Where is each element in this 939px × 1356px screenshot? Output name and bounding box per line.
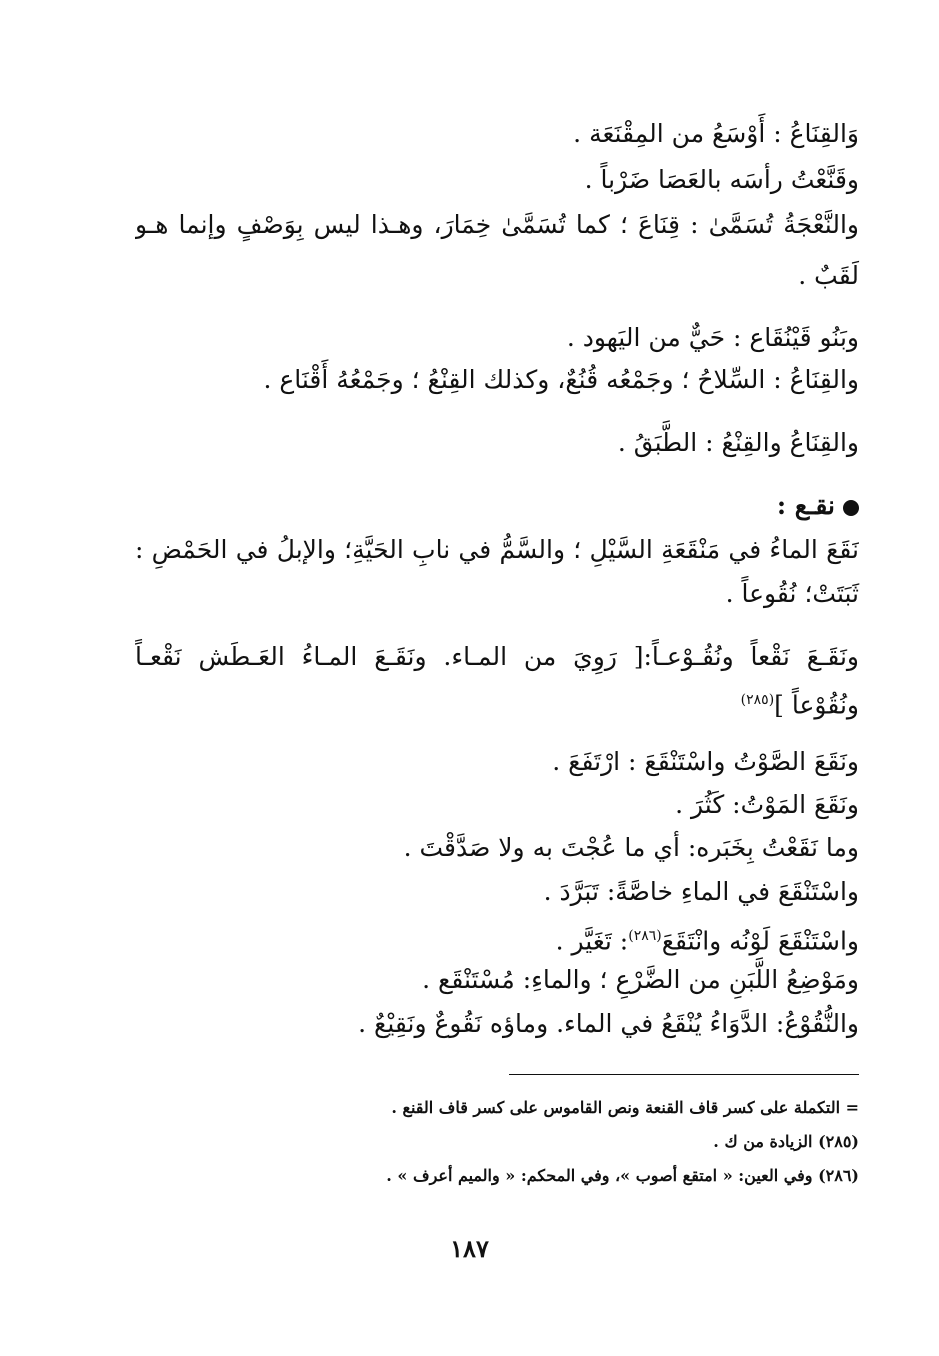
text-line: وما نَقَعْتُ بِخَبَره: أي ما عُجْتَ به ولا صَدَّقْتَ . [403, 833, 859, 862]
entry-heading-text: نقـع : [776, 491, 835, 520]
text-line: وبَنُو قَيْنُقَاع : حَيٌّ من اليَهود . [566, 323, 859, 352]
text-line: والقِنَاعُ والقِنْعُ : الطَّبَقُ . [617, 428, 859, 457]
footnote: (٢٨٦) وفي العين: « امتقع أصوب »، وفي المحكم: « والميم أعرف » . [386, 1166, 859, 1185]
text-line: والنُّقُوْعُ: الدَّوَاءُ يُنْقَعُ في الماء. وماؤه نَقُوعٌ ونَقِيْعٌ . [358, 1009, 859, 1038]
footnote: = التكملة على كسر قاف القنعة ونص القاموس على كسر قاف القنع . [391, 1098, 859, 1117]
text-line: ونَقَـعَ نَقْعاً ونُقُـوْعـاً:[ رَوِيَ من المـاء. ونَقَـعَ المـاءُ العَـطَش نَقْعـاً [135, 642, 859, 671]
text-line: لَقَبٌ . [798, 261, 859, 290]
text-segment: : تَغَيَّر . [555, 926, 629, 956]
text-line: وَالقِنَاعُ : أَوْسَعُ من المِقْنَعَة . [573, 119, 859, 148]
text-segment: واسْتَنْقَعَ لَوْنُه وانْتَقَعَ [661, 926, 859, 956]
text-line: ثَبَتَتْ؛ نُقُوعاً . [725, 579, 859, 608]
text-segment: ونُقُوْعاً ] [774, 690, 859, 720]
text-line: ونَقَعَ الصَّوْتُ واسْتَنْقَعَ : ارْتَفَعَ . [552, 747, 859, 776]
page-number: ١٨٧ [450, 1234, 489, 1263]
footnote-ref: (٢٨٦) [628, 928, 662, 944]
text-line: وقَنَّعْتُ رأسَه بالعَصَا ضَرْباً . [584, 165, 859, 194]
text-line: والنَّعْجَةُ تُسَمَّىٰ : قِنَاعَ ؛ كما تُسَمَّىٰ خِمَارَ، وهـذا ليس بِوَصْفٍ وإنما هـو [135, 210, 859, 239]
text-line [556, 916, 859, 961]
footnote-ref: (٢٨٥) [740, 692, 775, 708]
text-line: والقِنَاعُ : السِّلاحُ ؛ وجَمْعُه قُنُعٌ، وكذلك القِنْعُ ؛ وجَمْعُهُ أَقْنَاع . [263, 365, 859, 394]
footnote: (٢٨٥) الزيادة من ك . [713, 1132, 859, 1151]
entry-heading [777, 486, 859, 526]
bullet-icon [843, 500, 859, 516]
text-line: ونَقَعَ المَوْتُ: كَثُرَ . [675, 790, 859, 819]
text-line: ومَوْضِعُ اللَّبَنِ من الضَّرْعِ ؛ والماءِ: مُسْتَنْقَع . [422, 965, 859, 994]
text-line [741, 680, 859, 725]
text-line: واسْتَنْقَعَ في الماءِ خاصَّةً: تَبَرَّدَ . [543, 877, 859, 906]
text-line: نَقَعَ الماءُ في مَنْقَعَةِ السَّيْلِ ؛ والسَّمُّ في نابِ الحَيَّةِ؛ والإبلُ في الحَمْضِ : [135, 535, 859, 564]
footnote-divider [509, 1074, 859, 1075]
